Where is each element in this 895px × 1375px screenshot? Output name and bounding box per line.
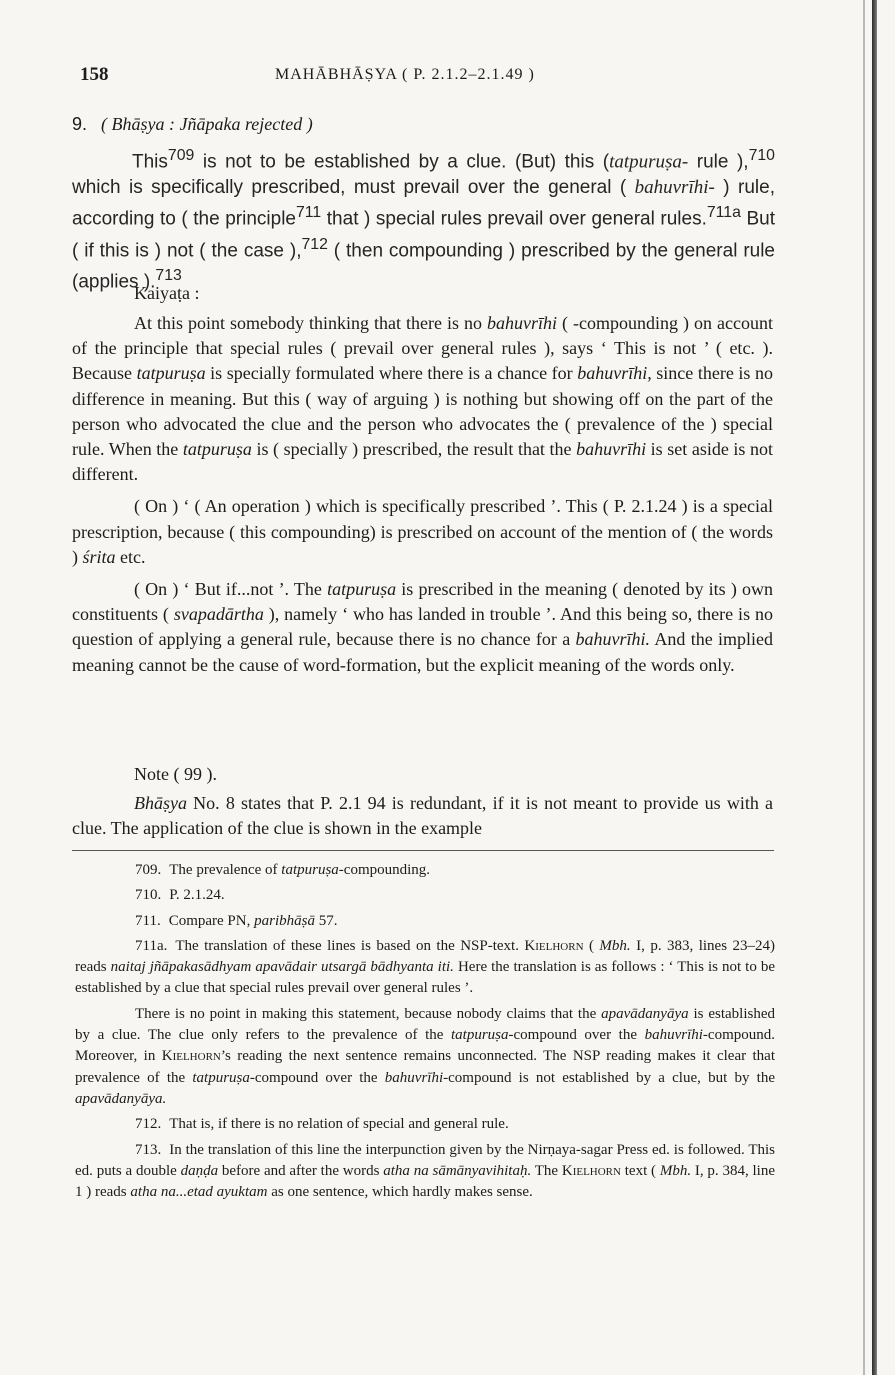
running-title: MAHĀBHĀṢYA ( P. 2.1.2–2.1.49 )	[275, 66, 535, 83]
kaiyata-label: Kaiyaṭa :	[134, 283, 200, 303]
footnote-ref-710: 710	[748, 147, 775, 164]
footnotes	[75, 860, 775, 1207]
footnote-ref-711: 711	[295, 203, 322, 221]
bhasya-paragraph: This$^{709}$ is not to be established by a clue. (But) this (tatpuruṣa- rule ),$^{710}$ which is specifically prescribed, must prevail over the general ( bahuvrīhi- ) rule, according to ( the principle$^{711}$ that ) special rules prevail over general rules.$^{711a}$ But ( if this is ) not ( the case ),$^{712}$ ( then compounding ) prescribed by the general rule (applies ).$^{713}$	[72, 147, 775, 293]
note-label: Note ( 99 ).	[134, 764, 217, 784]
section-title: ( Bhāṣya : Jñāpaka rejected )	[101, 114, 313, 134]
kaiyata-paragraph-1: At this point somebody thinking that there is no bahuvrīhi ( -compounding ) on account of the principle that special rules ( prevail over general rules ), says ‘ This is not ’ ( etc. ). Because tatpuruṣa is specially formulated where there is a chance for bahuvrīhi, since there is no difference in meaning. But this ( way of arguing ) is nothing but showing off on the part of the person who advocated the clue and the person who advocates the ( prevalence of the ) special rule. When the tatpuruṣa is ( specially ) prescribed, the result that the bahuvrīhi is set aside is not different.	[72, 313, 774, 485]
section-number: 9.	[72, 114, 88, 134]
book-binding-edge	[872, 0, 877, 1375]
kaiyata-paragraph-2: ( On ) ‘ ( An operation ) which is specifically prescribed ’. This ( P. 2.1.24 ) is a special prescription, because ( this compounding) is prescribed on account of the mention of ( the words ) śrita etc.	[72, 496, 773, 567]
footnote-ref-713: 713	[155, 267, 182, 285]
footnote-713: 713. In the translation of this line the interpunction given by the Nirṇaya-sagar Press ed. is followed. This ed. puts a double daṇḍa before and after the words atha na sāmānyavihitaḥ. The Kielhorn text ( Mbh. I, p. 384, line 1 ) reads atha na...etad ayuktam as one sentence, which hardly makes sense.	[75, 1141, 775, 1201]
page-number: 158	[80, 64, 109, 85]
section-heading	[72, 114, 313, 135]
bhasya-translation	[72, 143, 775, 295]
footnote-divider	[72, 850, 774, 851]
footnote-ref-709: 709	[167, 147, 195, 164]
scan-edge-shadow	[863, 0, 865, 1375]
footnote-711: 711. Compare PN, paribhāṣā 57.	[135, 912, 338, 929]
kaiyata-paragraph-3: ( On ) ‘ But if...not ’. The tatpuruṣa is prescribed in the meaning ( denoted by its ) own constituents ( svapadārtha ), namely ‘ who has landed in trouble ’. And this being so, there is no question of applying a general rule, because there is no chance for a bahuvrīhi. And the implied meaning cannot be the cause of word-formation, but the explicit meaning of the words only.	[72, 579, 774, 675]
footnote-711a-continued: There is no point in making this statement, because nobody claims that the apavādanyāya is established by a clue. The clue only refers to the prevalence of the tatpuruṣa-compound over the bahuvrīhi-compound. Moreover, in Kielhorn’s reading the next sentence remains unconnected. The NSP reading makes it clear that prevalence of the tatpuruṣa-compound over the bahuvrīhi-compound is not established by a clue, but by the apavādanyāya.	[75, 1005, 776, 1107]
kaiyata-commentary	[72, 311, 773, 685]
note-paragraph: Bhāṣya No. 8 states that P. 2.1 94 is redundant, if it is not meant to provide us with a clue. The application of the clue is shown in the example	[72, 793, 773, 839]
footnote-709: 709. The prevalence of tatpuruṣa-compounding.	[135, 862, 431, 878]
note-text	[72, 791, 773, 848]
footnote-710: 710. P. 2.1.24.	[135, 887, 225, 904]
footnote-ref-711a: 711a	[706, 203, 741, 221]
footnote-712: 712. That is, if there is no relation of special and general rule.	[135, 1116, 509, 1133]
page-header	[80, 64, 780, 92]
footnote-711a: 711a. The translation of these lines is based on the NSP-text. Kielhorn ( Mbh. I, p. 383, lines 23–24) reads naitaj jñāpakasādhyam apavādair utsargā bādhyanta iti. Here the translation is as follows : ‘ This is not to be established by a clue that special rules prevail over general rules ’.	[75, 937, 775, 997]
footnote-ref-712: 712	[301, 235, 328, 253]
